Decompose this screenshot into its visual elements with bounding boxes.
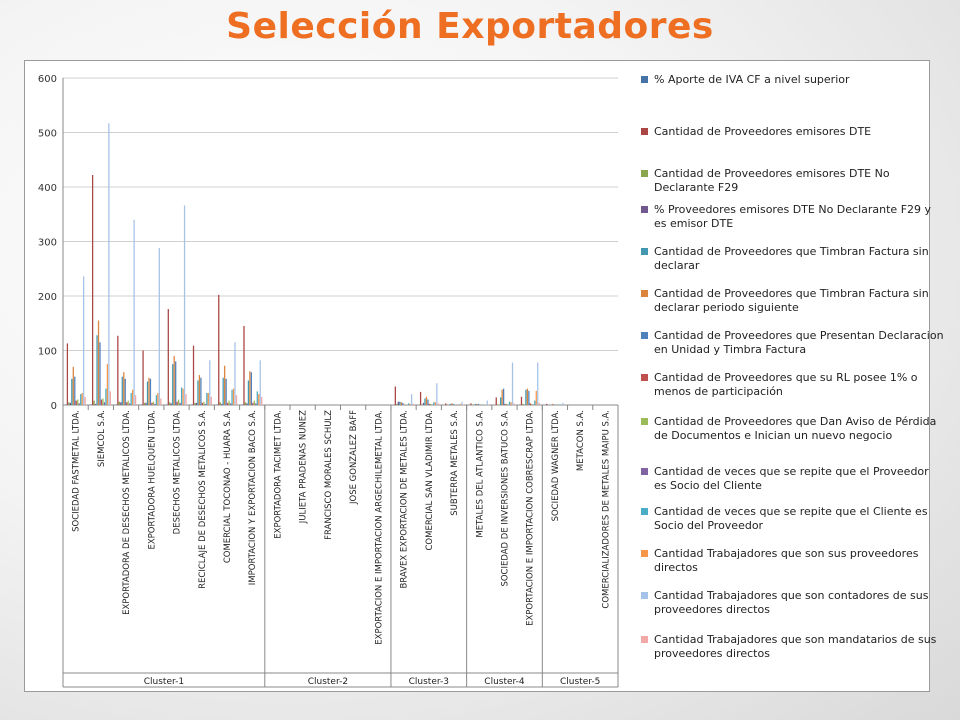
bar-7-2 — [99, 342, 100, 405]
category-label: METALES DEL ATLANTICO S.A. — [475, 410, 486, 538]
category-label: COMERCIAL SAN VLADIMIR LTDA. — [424, 410, 435, 551]
bar-6-16 — [451, 403, 452, 405]
bar-14-5 — [185, 394, 186, 405]
legend-swatch — [641, 468, 648, 475]
legend-item — [641, 589, 944, 616]
category-label: BRAVEX EXPORTACION DE METALES LTDA. — [399, 410, 410, 589]
y-tick-label: 400 — [37, 183, 57, 194]
bar-10-5 — [179, 403, 180, 405]
bar-2-8 — [243, 326, 244, 405]
bar-9-19 — [531, 404, 532, 405]
legend-item — [641, 125, 944, 139]
bar-6-14 — [401, 402, 402, 405]
bar-3-7 — [220, 402, 221, 405]
legend-item — [641, 203, 944, 230]
bar-4-3 — [120, 402, 121, 405]
bar-6-20 — [552, 404, 553, 405]
bar-2-15 — [420, 392, 421, 405]
category-label: EXPORTADORA TACIMET LTDA. — [273, 410, 284, 539]
bar-11-19 — [534, 401, 535, 405]
bar-8-4 — [151, 403, 152, 405]
bar-11-4 — [156, 395, 157, 405]
bar-12-7 — [233, 389, 234, 405]
legend-label: Cantidad de veces que se repite que el Cliente es Socio del Proveedor — [654, 505, 928, 532]
bar-14-14 — [412, 404, 413, 405]
bar-14-18 — [513, 403, 514, 405]
bar-7-19 — [528, 391, 529, 405]
bar-8-3 — [126, 402, 127, 405]
legend-label: Cantidad de Proveedores que Dan Aviso de Pérdida de Documentos e Inician un nuevo negocio — [654, 415, 937, 442]
legend-swatch — [641, 550, 648, 557]
bar-9-3 — [128, 401, 129, 405]
legend-swatch — [641, 418, 648, 425]
bar-6-8 — [249, 371, 250, 405]
bar-8-18 — [504, 404, 505, 405]
bar-1-4 — [141, 404, 142, 405]
bar-3-17 — [472, 404, 473, 405]
bar-3-8 — [245, 402, 246, 405]
bar-8-5 — [177, 402, 178, 405]
category-label: FRANCISCO MORALES SCHULZ — [323, 410, 334, 540]
bar-12-8 — [258, 394, 259, 405]
bar-9-2 — [102, 398, 103, 405]
bar-2-19 — [521, 397, 522, 405]
category-label: EXPORTACION E IMPORTACION ARGECHILEMETAL LTDA. — [374, 410, 385, 645]
bar-5-5 — [172, 364, 173, 405]
bar-5-19 — [525, 390, 526, 405]
bar-12-3 — [132, 390, 133, 405]
category-label: COMERCIALIZADORES DE METALES MAIPU S.A. — [601, 410, 612, 609]
bar-6-4 — [148, 378, 149, 405]
bar-6-19 — [527, 389, 528, 405]
legend-item — [641, 633, 944, 660]
category-label: DESECHOS METALICOS LTDA. — [172, 410, 183, 535]
legend-swatch — [641, 248, 648, 255]
category-label: JULIETA PRADENAS NUNEZ — [298, 410, 309, 524]
bar-7-1 — [74, 377, 75, 405]
bar-13-15 — [436, 383, 437, 405]
bar-10-8 — [255, 403, 256, 405]
bar-2-14 — [395, 386, 396, 405]
bar-8-14 — [404, 404, 405, 405]
bar-10-6 — [205, 404, 206, 405]
bar-8-8 — [252, 403, 253, 405]
bar-11-15 — [433, 402, 434, 405]
bar-8-2 — [101, 400, 102, 405]
bar-1-6 — [191, 404, 192, 405]
bar-9-14 — [405, 404, 406, 405]
y-tick-label: 0 — [50, 401, 57, 412]
bar-7-15 — [427, 400, 428, 405]
bar-9-7 — [228, 401, 229, 405]
category-label: SOCIEDAD DE INVERSIONES BATUCO S.A. — [500, 410, 511, 587]
legend-label: Cantidad de Proveedores emisores DTE — [654, 125, 872, 138]
legend-swatch — [641, 290, 648, 297]
legend-item — [641, 547, 944, 574]
legend-swatch — [641, 332, 648, 339]
bar-3-3 — [119, 402, 120, 405]
bar-13-4 — [159, 248, 160, 405]
legend-label: Cantidad de Proveedores que Timbran Factura sin declarar — [654, 245, 929, 272]
bar-7-7 — [226, 379, 227, 405]
bar-5-6 — [197, 380, 198, 405]
bar-11-5 — [181, 388, 182, 405]
bar-12-18 — [510, 402, 511, 405]
cluster-label: Cluster-1 — [143, 677, 185, 687]
category-label: SOCIEDAD FASTMETAL LTDA. — [71, 410, 82, 532]
bar-3-15 — [421, 404, 422, 405]
legend-swatch — [641, 636, 648, 643]
bar-5-7 — [223, 378, 224, 405]
bar-8-1 — [76, 401, 77, 405]
legend-swatch — [641, 374, 648, 381]
bar-12-2 — [107, 364, 108, 405]
legend-label: Cantidad Trabajadores que son sus proveedores directos — [654, 547, 919, 574]
category-label: IMPORTACION Y EXPORTACION BACO S.A. — [248, 410, 259, 586]
bar-2-16 — [445, 403, 446, 405]
legend-item — [641, 245, 944, 272]
bar-14-8 — [261, 397, 262, 405]
bar-1-5 — [166, 404, 167, 405]
bar-14-3 — [135, 395, 136, 405]
bar-9-18 — [506, 404, 507, 405]
bar-13-2 — [108, 123, 109, 405]
bar-14-16 — [463, 404, 464, 405]
bar-13-7 — [234, 342, 235, 405]
bar-7-16 — [453, 404, 454, 405]
bar-4-6 — [196, 403, 197, 405]
bar-5-16 — [450, 404, 451, 405]
bar-4-4 — [145, 403, 146, 405]
bar-4-2 — [95, 404, 96, 405]
legend-swatch — [641, 76, 648, 83]
category-label: COMERCIAL TOCONAO - HUARA S.A. — [222, 410, 233, 564]
bar-14-7 — [236, 395, 237, 405]
legend-item — [641, 73, 944, 87]
bar-9-4 — [153, 402, 154, 405]
bar-7-5 — [175, 361, 176, 405]
bar-7-3 — [125, 379, 126, 405]
bar-14-15 — [438, 403, 439, 405]
bar-1-1 — [65, 404, 66, 405]
bar-10-15 — [432, 404, 433, 405]
bar-10-18 — [507, 404, 508, 405]
bar-6-7 — [224, 366, 225, 405]
bar-13-3 — [133, 220, 134, 405]
legend-item — [641, 371, 944, 398]
bar-12-1 — [82, 393, 83, 405]
y-tick-label: 500 — [37, 128, 57, 140]
bar-3-19 — [522, 404, 523, 405]
category-label: JOSE GONZALEZ BAFF — [349, 410, 360, 504]
y-tick-label: 600 — [37, 74, 57, 85]
bar-2-7 — [218, 295, 219, 405]
bar-14-6 — [211, 397, 212, 405]
cluster-label: Cluster-5 — [559, 677, 601, 687]
bar-13-17 — [487, 401, 488, 405]
bar-4-1 — [70, 403, 71, 405]
bar-2-6 — [193, 346, 194, 405]
bar-1-8 — [242, 404, 243, 405]
legend-label: Cantidad de Proveedores que Timbran Factura sin declarar periodo siguiente — [654, 287, 929, 314]
bar-6-17 — [476, 404, 477, 405]
bar-4-7 — [221, 404, 222, 405]
bar-3-16 — [447, 404, 448, 405]
bar-8-6 — [202, 403, 203, 405]
bar-9-5 — [178, 400, 179, 405]
bar-10-19 — [533, 404, 534, 405]
bar-3-4 — [144, 403, 145, 405]
category-label: RECICLAJE DE DESECHOS METALICOS S.A. — [197, 410, 208, 589]
bar-11-20 — [559, 404, 560, 405]
bar-10-2 — [104, 402, 105, 405]
bar-7-20 — [553, 404, 554, 405]
bar-10-1 — [79, 403, 80, 405]
bar-10-3 — [129, 403, 130, 405]
bar-5-8 — [248, 380, 249, 405]
bar-7-6 — [200, 378, 201, 405]
bar-12-19 — [536, 391, 537, 405]
bar-5-18 — [500, 397, 501, 405]
bar-7-4 — [150, 379, 151, 405]
bar-13-18 — [512, 362, 513, 405]
cluster-label: Cluster-3 — [408, 677, 449, 687]
bar-4-15 — [423, 403, 424, 405]
bar-7-18 — [503, 389, 504, 405]
category-label: SUBTERRA METALES S.A. — [450, 410, 461, 516]
bar-12-6 — [208, 393, 209, 405]
legend-swatch — [641, 592, 648, 599]
bar-11-8 — [257, 391, 258, 405]
bar-6-15 — [426, 397, 427, 405]
bar-5-15 — [424, 398, 425, 405]
bar-5-14 — [399, 402, 400, 405]
legend-swatch — [641, 170, 648, 177]
legend-item — [641, 415, 944, 442]
bar-13-19 — [537, 362, 538, 405]
bar-1-7 — [217, 404, 218, 405]
bar-6-2 — [98, 321, 99, 405]
bar-13-5 — [184, 206, 185, 405]
bar-13-1 — [83, 276, 84, 405]
cluster-label: Cluster-4 — [484, 677, 525, 687]
bar-3-6 — [194, 403, 195, 405]
legend-label: % Proveedores emisores DTE No Declarante F29 y es emisor DTE — [654, 203, 932, 230]
bar-11-2 — [105, 389, 106, 405]
bar-10-7 — [230, 403, 231, 405]
chart-area — [24, 60, 944, 692]
bar-11-14 — [408, 403, 409, 405]
bar-1-3 — [116, 404, 117, 405]
bar-14-19 — [539, 403, 540, 405]
bar-5-3 — [122, 377, 123, 405]
bar-9-6 — [203, 402, 204, 405]
bar-6-5 — [174, 356, 175, 405]
legend-label: Cantidad de Proveedores emisores DTE No Declarante F29 — [654, 167, 890, 194]
bar-4-5 — [171, 403, 172, 405]
bar-2-2 — [92, 175, 93, 405]
category-label: SOCIEDAD WAGNER LTDA. — [550, 410, 561, 522]
slide-title: Selección Exportadores — [226, 6, 714, 47]
bar-13-14 — [411, 394, 412, 405]
bar-13-6 — [209, 360, 210, 405]
bar-14-1 — [84, 397, 85, 405]
bar-14-2 — [110, 391, 111, 405]
bar-5-1 — [71, 379, 72, 405]
bar-10-4 — [154, 404, 155, 405]
bar-2-1 — [67, 343, 68, 405]
bar-5-17 — [475, 404, 476, 405]
bar-3-1 — [68, 402, 69, 405]
category-label: EXPORTADORA DE DESECHOS METALICOS LTDA. — [122, 410, 133, 615]
bar-14-4 — [160, 398, 161, 405]
legend-item — [641, 167, 944, 194]
legend-label: Cantidad Trabajadores que son mandatarios de sus proveedores directos — [654, 633, 937, 660]
legend-label: Cantidad de Proveedores que Presentan Declaracion en Unidad y Timbra Factura — [654, 329, 944, 356]
legend-item — [641, 329, 944, 356]
bar-5-2 — [96, 335, 97, 405]
bar-7-8 — [251, 372, 252, 405]
bar-4-14 — [398, 402, 399, 405]
bar-9-15 — [430, 404, 431, 405]
bar-6-1 — [73, 367, 74, 405]
bar-12-17 — [485, 404, 486, 405]
bar-12-15 — [435, 402, 436, 405]
bar-2-18 — [496, 397, 497, 405]
legend-item — [641, 505, 944, 532]
bar-3-2 — [93, 401, 94, 405]
cluster-label: Cluster-2 — [307, 677, 349, 687]
bar-6-3 — [123, 372, 124, 405]
bar-9-8 — [254, 401, 255, 405]
bar-7-14 — [402, 403, 403, 405]
legend-label: % Aporte de IVA CF a nivel superior — [654, 73, 850, 86]
bar-13-8 — [260, 360, 261, 405]
bar-14-17 — [488, 404, 489, 405]
y-tick-label: 100 — [37, 346, 57, 358]
bar-2-5 — [168, 309, 169, 405]
bar-11-18 — [509, 402, 510, 405]
legend-item — [641, 287, 944, 314]
bar-2-4 — [142, 351, 143, 406]
bar-11-1 — [80, 394, 81, 405]
bar-9-1 — [77, 400, 78, 405]
legend-label: Cantidad de Proveedores que su RL posee 1% o menos de participación — [654, 371, 918, 398]
bar-2-17 — [470, 403, 471, 405]
bar-11-7 — [231, 390, 232, 405]
bar-2-3 — [117, 336, 118, 405]
bar-11-3 — [131, 393, 132, 405]
y-tick-label: 300 — [37, 237, 57, 249]
category-label: SIEMCOL S.A. — [96, 410, 107, 468]
legend-swatch — [641, 206, 648, 213]
bar-11-6 — [206, 393, 207, 405]
bar-8-15 — [429, 404, 430, 405]
y-tick-label: 200 — [37, 292, 57, 303]
bar-7-17 — [478, 404, 479, 405]
bar-11-16 — [458, 404, 459, 405]
bar-6-18 — [502, 390, 503, 405]
legend-item — [641, 465, 944, 492]
bar-12-16 — [460, 404, 461, 405]
bar-12-14 — [409, 404, 410, 405]
legend-swatch — [641, 128, 648, 135]
bar-4-8 — [246, 403, 247, 405]
category-label: METACON S.A. — [576, 410, 587, 472]
bar-8-19 — [530, 403, 531, 405]
bar-3-18 — [497, 404, 498, 405]
bar-11-17 — [484, 404, 485, 405]
legend-swatch — [641, 508, 648, 515]
bar-6-6 — [199, 375, 200, 405]
legend-label: Cantidad Trabajadores que son contadores de sus proveedores directos — [654, 589, 929, 616]
category-label: EXPORTACION E IMPORTACION COBRESCRAP LTDA. — [525, 410, 536, 626]
bar-1-2 — [91, 404, 92, 405]
legend-label: Cantidad de veces que se repite que el Proveedor es Socio del Cliente — [654, 465, 929, 492]
bar-12-5 — [182, 389, 183, 405]
bar-12-4 — [157, 393, 158, 405]
bar-8-7 — [227, 403, 228, 405]
category-label: EXPORTADORA HUELQUEN LTDA. — [147, 410, 158, 550]
bar-3-14 — [396, 404, 397, 405]
bar-13-20 — [562, 403, 563, 405]
bar-3-5 — [169, 402, 170, 405]
bar-13-16 — [461, 402, 462, 405]
bar-2-20 — [546, 404, 547, 405]
bar-5-4 — [147, 382, 148, 405]
